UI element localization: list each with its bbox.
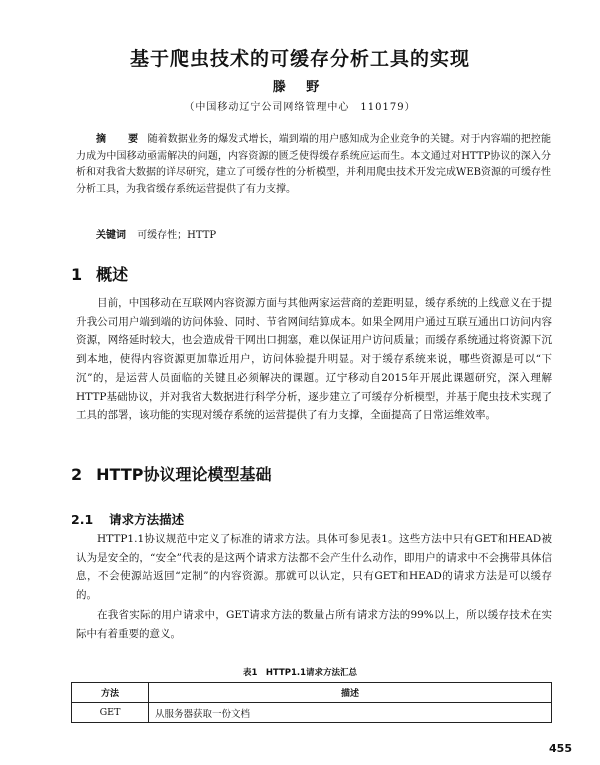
subsection-title: 请求方法描述 [109, 512, 185, 527]
table-row [72, 703, 552, 723]
keywords [96, 226, 551, 241]
author-name: 滕 野 [272, 80, 328, 95]
table-cell-method: GET [72, 703, 149, 723]
table-header-description: 描述 [149, 683, 552, 703]
section-title: HTTP协议理论模型基础 [96, 465, 272, 484]
keywords-label: 关键词 [96, 230, 126, 241]
keywords-text: 可缓存性；HTTP [137, 230, 217, 241]
methods-table [71, 682, 552, 723]
paper-title: 基于爬虫技术的可缓存分析工具的实现 [129, 48, 470, 70]
section-number: 1 [71, 265, 83, 284]
abstract [76, 132, 551, 198]
author-affiliation: （中国移动辽宁公司网络管理中心 110179） [184, 102, 416, 113]
page-number: 455 [549, 742, 572, 755]
table-caption: 表1 HTTP1.1请求方法汇总 [242, 668, 358, 678]
subsection-number: 2.1 [71, 512, 94, 527]
section-heading-2 [71, 462, 271, 485]
section-title: 概述 [96, 265, 129, 284]
section-number: 2 [71, 465, 83, 484]
abstract-label: 摘 要 [96, 134, 145, 145]
table-cell-description: 从服务器获取一份文档 [149, 703, 552, 723]
table-header-row [72, 683, 552, 703]
section-heading-1 [71, 262, 128, 285]
subsection-heading-2-1 [71, 510, 184, 528]
paragraph-request-methods: HTTP1.1协议规范中定义了标准的请求方法。具体可参见表1。这些方法中只有GET和HEAD被认为是安全的，“安全”代表的是这两个请求方法都不会产生什么动作，即用户的请求中不会携带具体信息，不会使源站返回“定制”的内容资源。那就可以认定，只有GET和HEAD的请求方法是可以缓存的。 [76, 533, 552, 602]
paragraph-overview: 目前，中国移动在互联网内容资源方面与其他两家运营商的差距明显，缓存系统的上线意义在于提升我公司用户端到端的访问体验、同时、节省网间结算成本。如果全网用户通过互联互通出口访问内容资源，网络延时较大，也会造成骨干网出口拥塞，难以保证用户访问质量；而缓存系统通过将资源下沉到本地，使得内容资源更加靠近用户，访问体验提升明显。对于缓存系统来说，哪些资源是可以“下沉”的，是运营人员面临的关键且必须解决的课题。辽宁移动自2015年开展此课题研究，深入理解HTTP基础协议，并对我省大数据进行科学分析，逐步建立了可缓存分析模型，并基于爬虫技术实现了工具的部署，该功能的实现对缓存系统的运营提供了有力支撑，全面提高了日常运维效率。 [76, 297, 552, 422]
paragraph-get-share: 在我省实际的用户请求中，GET请求方法的数量占所有请求方法的99%以上，所以缓存技术在实际中有着重要的意义。 [76, 609, 552, 640]
table-header-method: 方法 [72, 683, 149, 703]
abstract-text: 随着数据业务的爆发式增长，端到端的用户感知成为企业竞争的关键。对于内容端的把控能力成为中国移动亟需解决的问题，内容资源的匮乏使得缓存系统应运而生。本文通过对HTTP协议的深入分析和对我省大数据的详尽研究，建立了可缓存性的分析模型，并利用爬虫技术开发完成WEB资源的可缓存性分析工具，为我省缓存系统运营提供了有力支撑。 [76, 134, 552, 195]
